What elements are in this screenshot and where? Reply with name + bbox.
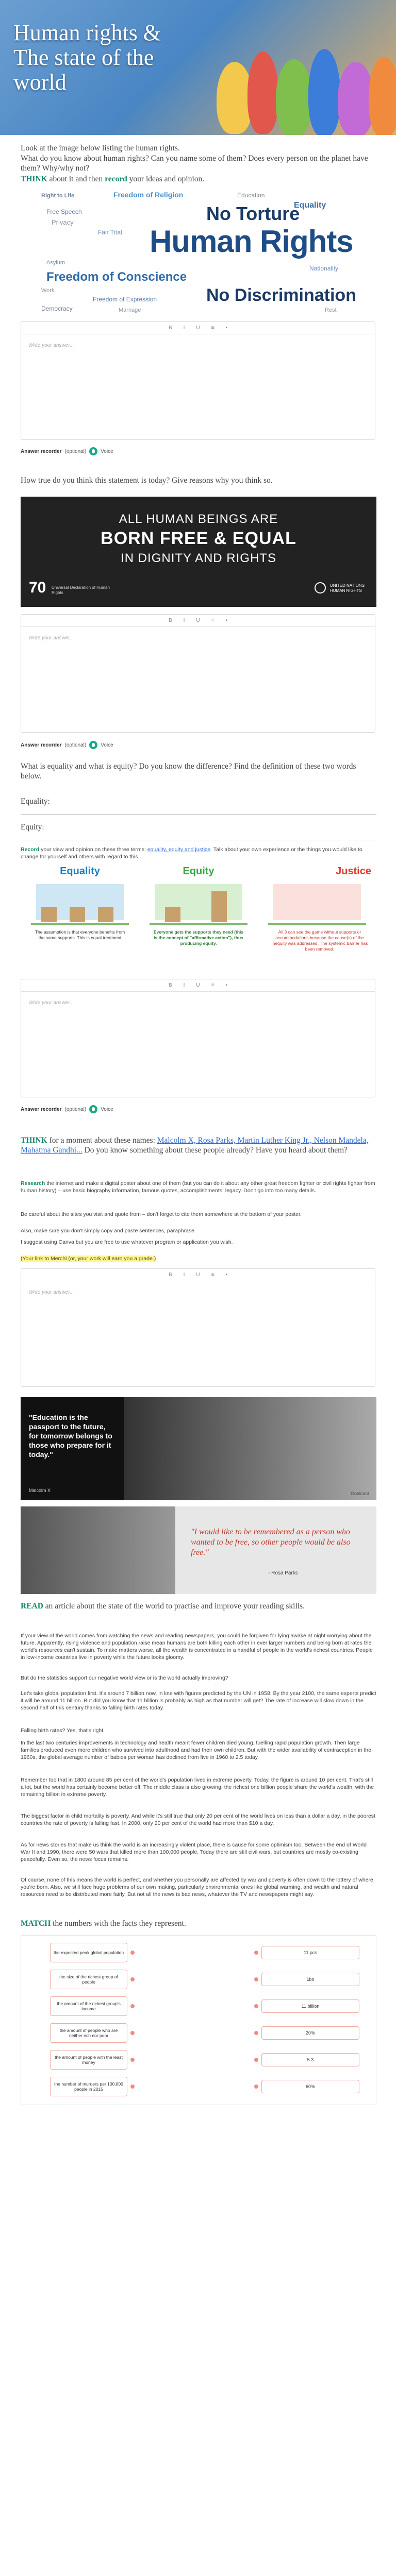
article-p9: Of course, none of this means the world is perfect, and whether you personally are affected by war and poverty is often down to the lottery of where you're born. Also, we still face huge problems of our own making, particularly environmental ones like global warming, and wealth and natural resources need to be distributed more fairly. But not all the news is bad news, whatever the TV and newspapers might say. [21, 1877, 373, 1897]
article-p8: As for news stories that make us think the world is an increasingly violent place, there is cause for some optimism too. Between the end of World War II and 1990, there were 50 wars that killed more than 100,000 people. Today there are still civil wars, but countries are mostly co-existing peacefully. Even so, the news focus remains. [21, 1842, 367, 1862]
page-continuation [0, 2112, 396, 2576]
udhr-banner: ALL HUMAN BEINGS ARE BORN FREE & EQUAL IN DIGNITY AND RIGHTS 70 Universal Declaration of Human Rights UNITED NATIONS HUMAN RIGHTS [21, 497, 376, 607]
justice-panel: Justice All 3 can see the game without supports or accommodations because the cause(s) of the inequity was addressed. The systemic barrier has been removed. [258, 866, 376, 969]
section2-question: How true do you think this statement is today? Give reasons why you think so. [21, 476, 273, 485]
match-row: the size of the richest group of people 1bn [50, 1970, 380, 1990]
list-icon[interactable]: • [225, 618, 228, 623]
editor-toolbar [21, 615, 375, 627]
wordcloud-main: Human Rights [150, 224, 353, 259]
italic-icon[interactable]: I [183, 618, 185, 623]
section5-read: READ an article about the state of the world to practise and improve your reading skills. [21, 1602, 305, 1611]
voice-button[interactable]: Voice [101, 448, 113, 454]
answer-recorder-3: Answer recorder (optional) Voice [21, 1105, 113, 1113]
malcolm-x-quote-image: "Education is the passport to the future, for tomorrow belongs to those who prepare for it today." Malcolm X Goalcast [21, 1397, 376, 1500]
match-row: the expected peak global population 11 pcs [50, 1943, 380, 1963]
underline-icon[interactable]: U [196, 618, 200, 623]
answer-recorder-1: Answer recorder (optional) Voice [21, 447, 113, 455]
underline-icon[interactable]: U [196, 325, 200, 331]
align-icon[interactable]: ≡ [211, 1272, 214, 1278]
list-icon[interactable]: • [225, 982, 228, 988]
article-p1: If your view of the world comes from watching the news and reading newspapers, you could be forgiven for lying awake at night worrying about the future. Apparently, rising violence and population raise mean humans are both killing each other in ever larger numbers and being born at rates the world's resources can't sustain. To make matters worse, all the wealth is concentrated in a handful of people in the world's richest countries. People in low-income countries live in poverty while the future looks gloomy. [21, 1633, 373, 1660]
section5-match: MATCH the numbers with the facts they represent. [21, 1919, 186, 1928]
equality-equity-justice-link[interactable]: equality, equity and justice [147, 846, 211, 853]
article-p2: But do the statistics support our negative world view or is the world actually improving? [21, 1675, 228, 1681]
match-row: the amount of the richest group's income 11 billion [50, 1996, 380, 2017]
article-p5: In the last two centuries improvements in technology and health meant fewer children died young, fuelling rapid population growth. Then large families produced even more children who survived into adulthood and had their own children. But with the wider availability of contraception in the 1960s, the global average number of babies per woman has declined from five in 1960 to 2.5 today. [21, 1740, 371, 1760]
upload-link[interactable]: (Your link to Merchi (or, your work will earn you a grade.) [21, 1256, 156, 1262]
editor-toolbar [21, 1269, 375, 1281]
wordcloud-conscience: Freedom of Conscience [46, 270, 187, 284]
human-rights-wordcloud: Right to Life Freedom of Religion Education Equality No Torture Free Speech Privacy Fair Trial Human Rights Asylum Freedom of Conscience Nationality Work No Discrimination Freedom of Expression Democracy Marriage Rest [36, 188, 361, 316]
italic-icon[interactable]: I [183, 982, 185, 988]
mic-icon[interactable] [89, 741, 97, 749]
list-icon[interactable]: • [225, 325, 228, 331]
hero-banner [0, 0, 396, 135]
wordcloud-no-torture: No Torture [206, 203, 300, 224]
editor-toolbar [21, 979, 375, 992]
article-p6: Remember too that in 1800 around 85 per cent of the world's population lived in extreme poverty. Today, the figure is around 10 per cent. That's still a lot, but the world has certainly become better off. The middle class is also growing; the richest one billion people share the world's wealth, with the remaining billion in extreme poverty. [21, 1777, 374, 1798]
section3-question: What is equality and what is equity? Do you know the difference? Find the definition of these two words below. [21, 762, 356, 781]
section1-question: What do you know about human rights? Can you name some of them? Does every person on the planet have them? Why/why not? [21, 154, 368, 173]
article-p3: Let's take global population first. It's around 7 billion now, in line with figures predicted by the UN in 1958. By the year 2100, the same experts predict it will be around 11 billion. But did you know that 11 billion is probably as high as that number will get? The rate of increase will slow down in the second half of this century thanks to falling birth rates today. [21, 1690, 376, 1711]
underline-icon[interactable]: U [196, 1272, 200, 1278]
answer-box-4[interactable]: B I U ≡ • Write your answer... [21, 1268, 375, 1387]
match-row: the amount of people with the least money 5.3 [50, 2050, 380, 2071]
un-emblem-icon [315, 582, 326, 594]
section3-record: Record your view and opinion on these three terms: equality, equity and justice. Talk about your own experience or the things you would like to change for yourself and others with regard to this. [21, 846, 362, 860]
article-p7: The biggest factor in child mortality is poverty. And while it's still true that only 20 per cent of the world lives on less than a dollar a day, in the poorest countries the rate of poverty is falling fast. In 2000, only 20 per cent of the world had more than $10 a day. [21, 1813, 375, 1826]
bold-icon[interactable]: B [168, 982, 172, 988]
align-icon[interactable]: ≡ [211, 325, 214, 331]
equality-panel: Equality The assumption is that everyone benefits from the same supports. This is equal treatment [21, 866, 139, 969]
section1-think: THINK about it and then record your ideas and opinion. [21, 175, 205, 183]
bold-icon[interactable]: B [168, 325, 172, 331]
answer-recorder-2: Answer recorder (optional) Voice [21, 741, 113, 749]
answer-box-2[interactable]: B I U ≡ • Write your answer... [21, 614, 375, 733]
match-row: the number of murders per 100,000 people in 2015 60% [50, 2077, 380, 2097]
editor-toolbar [21, 322, 375, 334]
equity-label: Equity: [21, 823, 44, 832]
wordcloud-no-discrimination: No Discrimination [206, 285, 356, 305]
article-p4: Falling birth rates? Yes, that's right. [21, 1727, 105, 1734]
mic-icon[interactable] [89, 1105, 97, 1113]
names-link[interactable]: Malcolm X, Rosa Parks, Martin Luther King Jr., Nelson Mandela, Mahatma Gandhi... [21, 1136, 369, 1155]
align-icon[interactable]: ≡ [211, 982, 214, 988]
align-icon[interactable]: ≡ [211, 618, 214, 623]
answer-box-1[interactable] [21, 321, 375, 440]
underline-icon[interactable]: U [196, 982, 200, 988]
equity-panel: Equity Everyone gets the supports they need (this is the concept of "affirmative action"), thus producing equity. [139, 866, 258, 969]
equality-equity-justice-graphic [21, 866, 376, 969]
equality-label: Equality: [21, 797, 50, 806]
match-exercise [21, 1935, 376, 2105]
bold-icon[interactable]: B [168, 1272, 172, 1278]
italic-icon[interactable]: I [183, 325, 185, 331]
udhr-70-logo: 70 [29, 579, 46, 596]
bold-icon[interactable]: B [168, 618, 172, 623]
mic-icon[interactable] [89, 447, 97, 455]
match-row: the amount of people who are neither rich nor poor 20% [50, 2023, 380, 2044]
section1-intro: Look at the image below listing the human rights. [21, 144, 180, 152]
voice-button[interactable]: Voice [101, 1106, 113, 1112]
voice-button[interactable]: Voice [101, 742, 113, 748]
page-title: Human rights & The state of the world [13, 20, 161, 95]
list-icon[interactable]: • [225, 1272, 228, 1278]
answer-box-3[interactable]: B I U ≡ • Write your answer... [21, 979, 375, 1097]
section4-think: THINK for a moment about these names: Malcolm X, Rosa Parks, Martin Luther King Jr., Nelson Mandela, Mahatma Gandhi... Do you know something about these people already? Have you heard about them? [21, 1136, 369, 1155]
section4-research: Research the internet and make a digital poster about one of them (but you can do it about any other great freedom fighter or civil rights fighter from human history) – use basic biography information, famous quotes, accomplishments, legacy. Don't go into too many details. [21, 1180, 375, 1194]
answer-placeholder: Write your answer... [28, 343, 74, 348]
italic-icon[interactable]: I [183, 1272, 185, 1278]
rosa-parks-quote-image: "I would like to be remembered as a person who wanted to be free, so other people would be also free." - Rosa Parks [21, 1506, 376, 1594]
